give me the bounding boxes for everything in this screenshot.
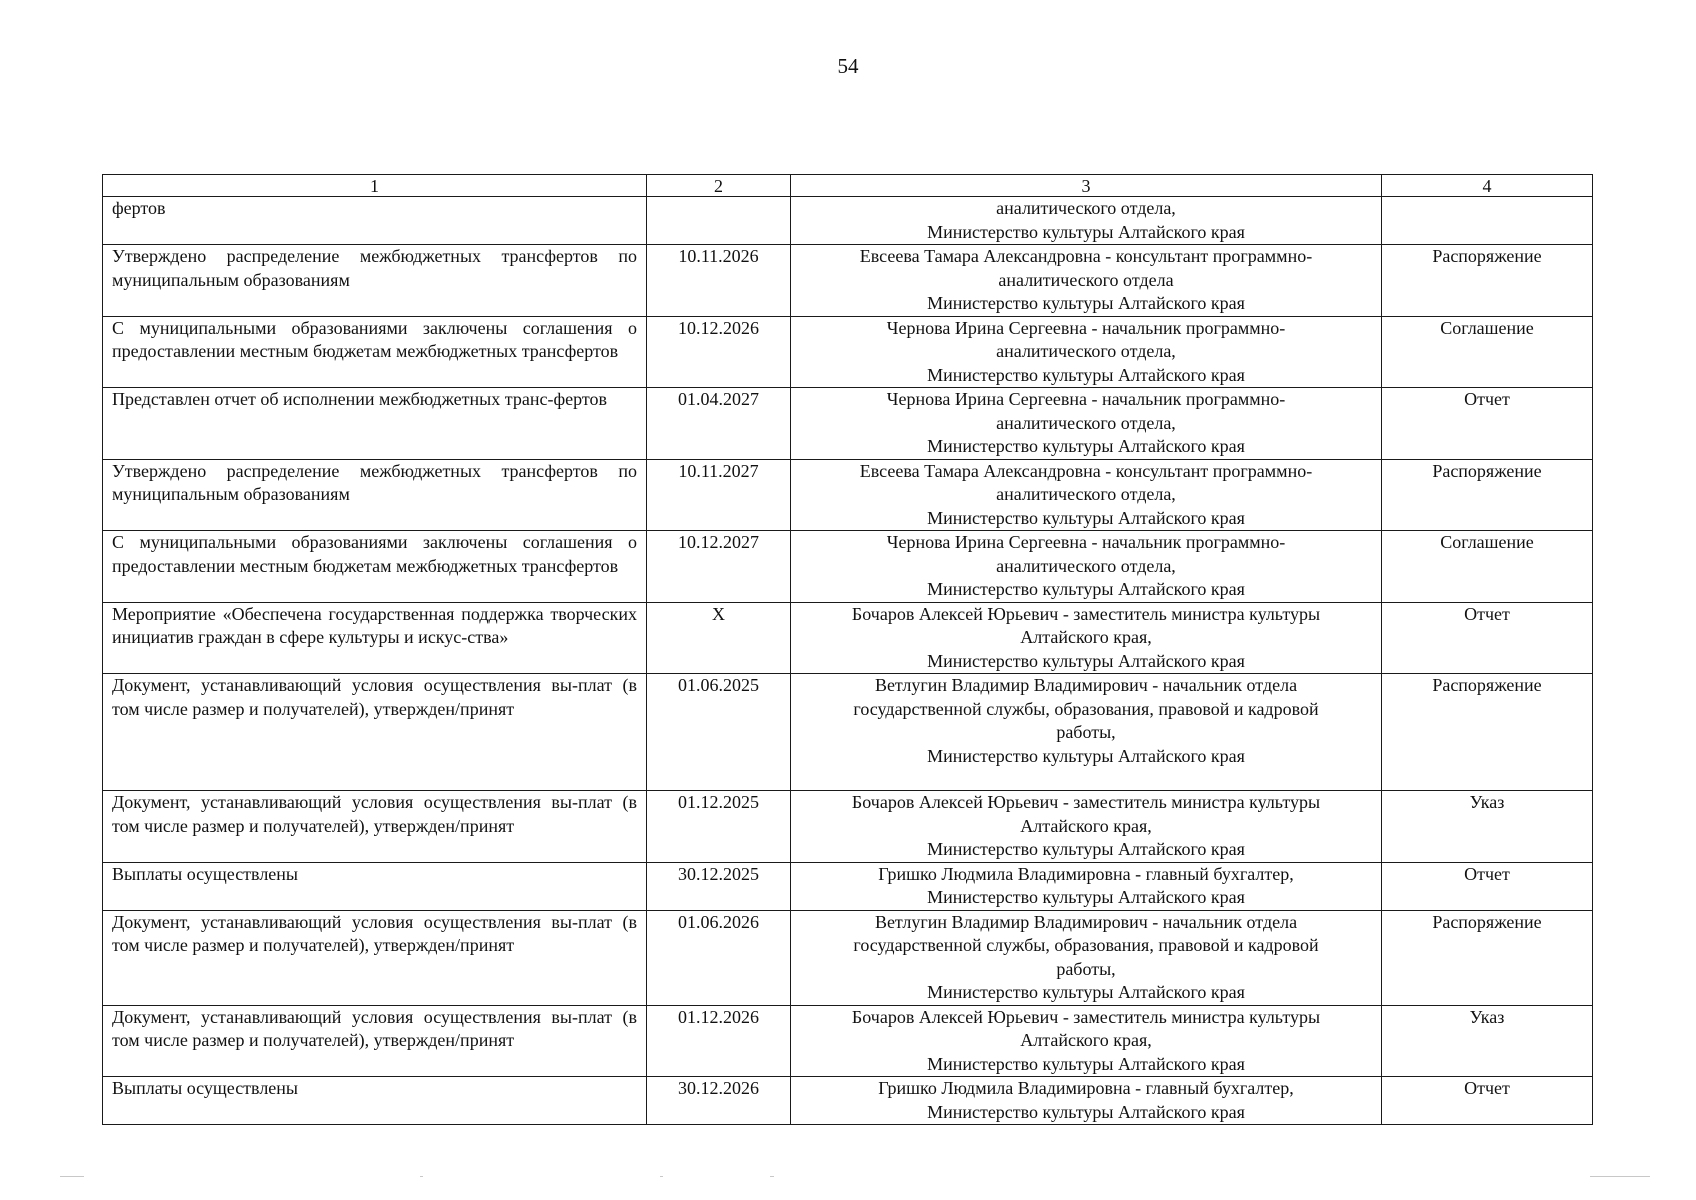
responsible-line: Министерство культуры Алтайского края [927, 887, 1245, 907]
responsible-line: Алтайского края, [1020, 1030, 1152, 1050]
responsible-line: аналитического отдела [998, 269, 1174, 290]
table-row [103, 316, 1593, 388]
document-type: Соглашение [1382, 316, 1593, 388]
document-type: Отчет [1382, 388, 1593, 460]
table-row [103, 791, 1593, 863]
responsible-person [791, 1077, 1382, 1125]
deadline-date: 01.12.2026 [647, 1005, 791, 1077]
responsible-line: Министерство культуры Алтайского края [927, 1053, 1245, 1074]
event-description: фертов [103, 197, 647, 245]
deadline-date: 30.12.2025 [647, 862, 791, 910]
page-number: 54 [837, 54, 859, 78]
event-description: Выплаты осуществлены [103, 862, 647, 910]
responsible-line: Министерство культуры Алтайского края [927, 221, 1245, 242]
responsible-line: Министерство культуры Алтайского края [927, 1101, 1245, 1122]
responsible-line: Министерство культуры Алтайского края [927, 839, 1245, 859]
responsible-line: Ветлугин Владимир Владимирович - начальник отдела [874, 911, 1298, 932]
responsible-line: Чернова Ирина Сергеевна - начальник программно- [886, 532, 1286, 552]
table-row [103, 245, 1593, 317]
table-row [103, 602, 1593, 674]
responsible-line: Евсеева Тамара Александровна - консультант программно- [859, 460, 1313, 481]
table-row [103, 459, 1593, 531]
document-type: Распоряжение [1382, 910, 1593, 1005]
responsible-person [791, 388, 1382, 460]
responsible-line: Чернова Ирина Сергеевна - начальник программно- [886, 389, 1286, 409]
responsible-line: Алтайского края, [1020, 815, 1152, 836]
event-description: С муниципальными образованиями заключены соглашения о предоставлении местным бюджетам межбюджетных трансфертов [103, 316, 647, 388]
responsible-line: Ветлугин Владимир Владимирович - начальник отдела [874, 675, 1298, 695]
deadline-date: 10.12.2026 [647, 316, 791, 388]
event-description: Документ, устанавливающий условия осуществления вы-плат (в том числе размер и получателей), утвержден/принят [103, 910, 647, 1005]
deadline-date: 01.06.2025 [647, 674, 791, 791]
responsible-line: Чернова Ирина Сергеевна - начальник программно- [886, 317, 1286, 338]
table-row [103, 862, 1593, 910]
table-body [103, 197, 1593, 1125]
responsible-person [791, 245, 1382, 317]
document-type: Указ [1382, 791, 1593, 863]
document-type: Распоряжение [1382, 245, 1593, 317]
responsible-line: Гришко Людмила Владимировна - главный бухгалтер, [878, 1078, 1294, 1098]
event-description: С муниципальными образованиями заключены соглашения о предоставлении местным бюджетам межбюджетных трансфертов [103, 531, 647, 603]
plan-table [102, 174, 1593, 1125]
deadline-date: 10.12.2027 [647, 531, 791, 603]
table-row [103, 674, 1593, 791]
header-col-1: 1 [103, 175, 647, 197]
responsible-person [791, 316, 1382, 388]
responsible-person [791, 862, 1382, 910]
document-type: Распоряжение [1382, 459, 1593, 531]
deadline-date: Х [647, 602, 791, 674]
responsible-line: государственной службы, образования, правовой и кадровой [853, 698, 1319, 719]
table-row [103, 197, 1593, 245]
deadline-date: 01.04.2027 [647, 388, 791, 460]
document-type: Отчет [1382, 1077, 1593, 1125]
responsible-person [791, 791, 1382, 863]
document-type: Отчет [1382, 862, 1593, 910]
responsible-line: государственной службы, образования, правовой и кадровой [853, 935, 1319, 955]
responsible-line: Министерство культуры Алтайского края [927, 650, 1245, 671]
responsible-line: Министерство культуры Алтайского края [927, 579, 1245, 599]
document-type [1382, 197, 1593, 245]
document-type: Указ [1382, 1005, 1593, 1077]
responsible-line: аналитического отдела, [996, 341, 1176, 361]
event-description: Документ, устанавливающий условия осуществления вы-плат (в том числе размер и получателей), утвержден/принят [103, 791, 647, 863]
responsible-person [791, 910, 1382, 1005]
deadline-date: 01.06.2026 [647, 910, 791, 1005]
responsible-line: Министерство культуры Алтайского края [927, 364, 1245, 385]
table-row [103, 1005, 1593, 1077]
document-type: Соглашение [1382, 531, 1593, 603]
deadline-date [647, 197, 791, 245]
event-description: Утверждено распределение межбюджетных трансфертов по муниципальным образованиям [103, 245, 647, 317]
deadline-date: 01.12.2025 [647, 791, 791, 863]
header-col-2: 2 [647, 175, 791, 197]
document-type: Отчет [1382, 602, 1593, 674]
responsible-line: Министерство культуры Алтайского края [927, 745, 1245, 766]
responsible-person [791, 1005, 1382, 1077]
responsible-line: аналитического отдела, [996, 412, 1176, 433]
responsible-line: аналитического отдела, [996, 555, 1176, 576]
event-description: Выплаты осуществлены [103, 1077, 647, 1125]
responsible-line: аналитического отдела, [996, 484, 1176, 504]
header-col-3: 3 [791, 175, 1382, 197]
responsible-line: Бочаров Алексей Юрьевич - заместитель министра культуры [851, 603, 1321, 624]
deadline-date: 10.11.2026 [647, 245, 791, 317]
table-row [103, 531, 1593, 603]
responsible-person [791, 674, 1382, 791]
responsible-line: Алтайского края, [1020, 627, 1152, 647]
deadline-date: 30.12.2026 [647, 1077, 791, 1125]
table-header-row [103, 175, 1593, 197]
responsible-line: работы, [1056, 722, 1116, 742]
table-row [103, 910, 1593, 1005]
document-type: Распоряжение [1382, 674, 1593, 791]
responsible-line: работы, [1056, 958, 1116, 979]
responsible-line: Министерство культуры Алтайского края [927, 982, 1245, 1002]
responsible-line: Гришко Людмила Владимировна - главный бухгалтер, [878, 863, 1294, 884]
responsible-line: Министерство культуры Алтайского края [927, 293, 1245, 313]
deadline-date: 10.11.2027 [647, 459, 791, 531]
responsible-person [791, 602, 1382, 674]
responsible-person [791, 197, 1382, 245]
event-description: Мероприятие «Обеспечена государственная поддержка творческих инициатив граждан в сфере культуры и искус-ства» [103, 602, 647, 674]
responsible-line: Бочаров Алексей Юрьевич - заместитель министра культуры [851, 792, 1321, 812]
header-col-4: 4 [1382, 175, 1593, 197]
responsible-person [791, 459, 1382, 531]
responsible-line: аналитического отдела, [996, 198, 1176, 218]
event-description: Утверждено распределение межбюджетных трансфертов по муниципальным образованиям [103, 459, 647, 531]
responsible-line: Министерство культуры Алтайского края [927, 507, 1245, 528]
event-description: Документ, устанавливающий условия осуществления вы-плат (в том числе размер и получателей), утвержден/принят [103, 674, 647, 791]
table-row [103, 388, 1593, 460]
responsible-person [791, 531, 1382, 603]
event-description: Документ, устанавливающий условия осуществления вы-плат (в том числе размер и получателей), утвержден/принят [103, 1005, 647, 1077]
responsible-line: Министерство культуры Алтайского края [927, 436, 1245, 456]
responsible-line: Бочаров Алексей Юрьевич - заместитель министра культуры [851, 1006, 1321, 1027]
table-row [103, 1077, 1593, 1125]
event-description: Представлен отчет об исполнении межбюджетных транс-фертов [103, 388, 647, 460]
responsible-line: Евсеева Тамара Александровна - консультант программно- [859, 246, 1313, 266]
